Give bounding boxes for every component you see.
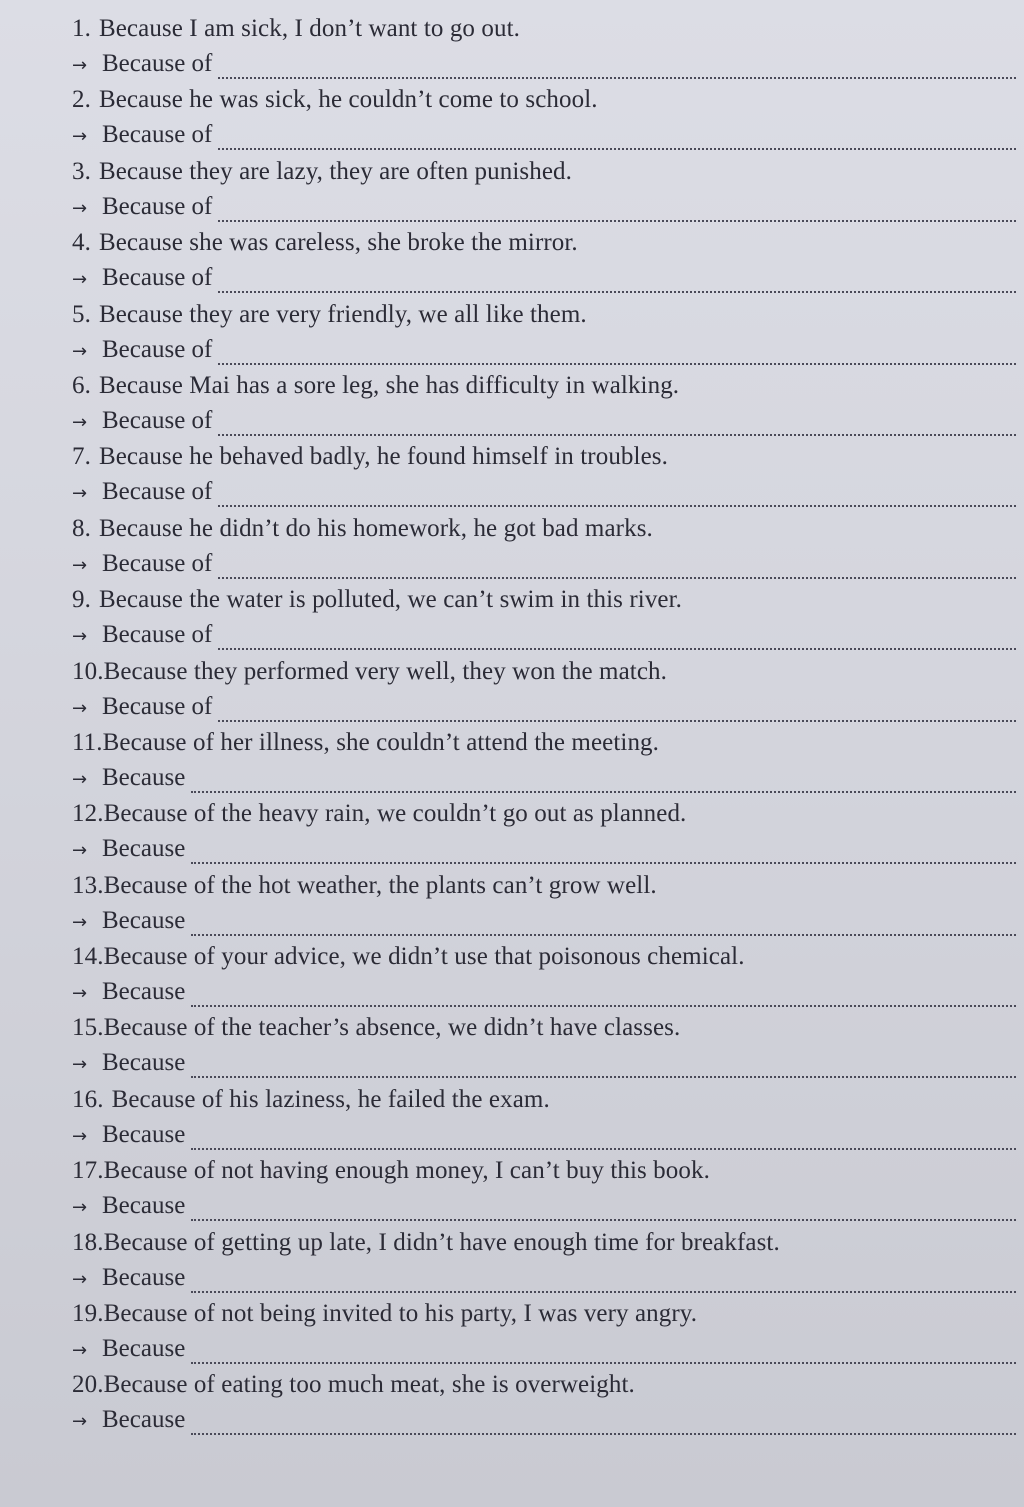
question-number: 13. — [72, 871, 104, 899]
answer-line — [72, 47, 1016, 81]
question-number: 2. — [72, 86, 91, 114]
answer-blank[interactable] — [218, 487, 1016, 507]
answer-prefix: Because of — [102, 621, 213, 649]
answer-prefix: Because — [102, 906, 186, 934]
arrow-icon: → — [72, 1268, 88, 1290]
answer-line — [72, 975, 1016, 1009]
answer-prefix: Because — [102, 1263, 186, 1291]
question-sentence — [72, 726, 994, 760]
arrow-icon: → — [72, 197, 88, 219]
arrow-icon: → — [72, 1411, 88, 1433]
answer-blank[interactable] — [218, 559, 1016, 579]
exercise-item-19 — [0, 1295, 1024, 1366]
exercise-item-1 — [0, 10, 1024, 81]
answer-line — [72, 333, 1016, 367]
question-text: Because they are very friendly, we all like them. — [98, 300, 587, 328]
answer-line — [72, 1261, 1016, 1295]
question-sentence — [72, 155, 994, 189]
question-number: 8. — [72, 514, 91, 542]
question-number: 7. — [72, 443, 91, 471]
question-text: Because she was careless, she broke the mirror. — [98, 229, 578, 257]
answer-line — [72, 904, 1016, 938]
question-sentence — [72, 1011, 994, 1045]
answer-line — [72, 618, 1016, 652]
answer-prefix: Because — [102, 763, 186, 791]
question-number: 3. — [72, 157, 91, 185]
answer-blank[interactable] — [191, 773, 1016, 793]
question-number: 4. — [72, 229, 91, 257]
question-sentence — [72, 1226, 994, 1260]
question-text: Because I am sick, I don’t want to go out. — [98, 15, 520, 42]
arrow-icon: → — [72, 1197, 88, 1219]
question-text: Because he was sick, he couldn’t come to school. — [98, 86, 598, 114]
question-text: Because they performed very well, they won the match. — [103, 657, 667, 685]
question-text: Because of the teacher’s absence, we didn’t have classes. — [103, 1014, 681, 1042]
question-text: Because of not having enough money, I can’t buy this book. — [103, 1157, 710, 1185]
answer-prefix: Because — [102, 1192, 186, 1220]
arrow-icon: → — [72, 1125, 88, 1147]
answer-blank[interactable] — [218, 59, 1016, 79]
arrow-icon: → — [72, 697, 88, 719]
question-number: 11. — [72, 728, 103, 756]
question-number: 10. — [72, 657, 104, 685]
question-number: 19. — [72, 1300, 104, 1328]
question-text: Because of your advice, we didn’t use that poisonous chemical. — [103, 943, 745, 971]
arrow-icon: → — [72, 483, 88, 505]
question-sentence — [72, 940, 994, 974]
exercise-item-15 — [0, 1009, 1024, 1080]
answer-blank[interactable] — [218, 345, 1016, 365]
question-sentence — [72, 12, 994, 46]
question-text: Because they are lazy, they are often punished. — [98, 157, 572, 185]
arrow-icon: → — [72, 554, 88, 576]
exercise-item-3 — [0, 153, 1024, 224]
answer-prefix: Because of — [102, 692, 213, 720]
answer-blank[interactable] — [218, 416, 1016, 436]
question-text: Because of his laziness, he failed the exam. — [111, 1085, 550, 1113]
question-number: 16. — [72, 1085, 104, 1113]
answer-prefix: Because of — [102, 121, 213, 149]
question-sentence — [72, 1368, 994, 1402]
arrow-icon: → — [72, 411, 88, 433]
exercise-item-4 — [0, 224, 1024, 295]
exercise-item-16 — [0, 1081, 1024, 1152]
question-number: 18. — [72, 1228, 104, 1256]
answer-line — [72, 547, 1016, 581]
question-sentence — [72, 655, 994, 689]
answer-prefix: Because of — [102, 264, 213, 292]
answer-blank[interactable] — [218, 630, 1016, 650]
answer-prefix: Because of — [102, 50, 213, 77]
answer-prefix: Because of — [102, 335, 213, 363]
question-text: Because of the heavy rain, we couldn’t go out as planned. — [103, 800, 687, 828]
arrow-icon: → — [72, 340, 88, 362]
arrow-icon: → — [72, 1340, 88, 1362]
answer-prefix: Because of — [102, 192, 213, 220]
answer-blank[interactable] — [191, 1273, 1016, 1293]
arrow-icon: → — [72, 768, 88, 790]
question-text: Because he didn’t do his homework, he got bad marks. — [98, 514, 653, 542]
question-text: Because of the hot weather, the plants can’t grow well. — [103, 871, 657, 899]
arrow-icon: → — [72, 626, 88, 648]
exercise-item-5 — [0, 296, 1024, 367]
question-sentence — [72, 369, 994, 403]
arrow-icon: → — [72, 269, 88, 291]
answer-prefix: Because of — [102, 549, 213, 577]
answer-line — [72, 118, 1016, 152]
question-number: 1. — [72, 15, 91, 42]
answer-line — [72, 1046, 1016, 1080]
question-number: 6. — [72, 371, 91, 399]
arrow-icon: → — [72, 126, 88, 148]
exercise-item-20 — [0, 1366, 1024, 1437]
question-sentence — [72, 1297, 994, 1331]
answer-line — [72, 404, 1016, 438]
exercise-item-9 — [0, 581, 1024, 652]
answer-line — [72, 261, 1016, 295]
exercise-item-10 — [0, 653, 1024, 724]
exercise-item-8 — [0, 510, 1024, 581]
answer-blank[interactable] — [218, 273, 1016, 293]
exercise-item-7 — [0, 438, 1024, 509]
exercise-item-18 — [0, 1224, 1024, 1295]
question-number: 9. — [72, 586, 91, 614]
arrow-icon: → — [72, 1054, 88, 1076]
answer-prefix: Because — [102, 1120, 186, 1148]
question-text: Because the water is polluted, we can’t swim in this river. — [98, 586, 683, 614]
exercise-item-6 — [0, 367, 1024, 438]
answer-prefix: Because — [102, 835, 186, 863]
question-text: Because he behaved badly, he found himself in troubles. — [98, 443, 668, 471]
arrow-icon: → — [72, 911, 88, 933]
answer-prefix: Because of — [102, 478, 213, 506]
answer-blank[interactable] — [191, 987, 1016, 1007]
question-number: 20. — [72, 1371, 104, 1399]
exercise-item-17 — [0, 1152, 1024, 1223]
answer-prefix: Because of — [102, 406, 213, 434]
answer-line — [72, 1403, 1016, 1437]
answer-prefix: Because — [102, 1335, 186, 1363]
question-sentence — [72, 440, 994, 474]
answer-blank[interactable] — [191, 1344, 1016, 1364]
question-text: Because of her illness, she couldn’t attend the meeting. — [102, 728, 659, 756]
answer-prefix: Because — [102, 1406, 186, 1434]
question-number: 12. — [72, 800, 104, 828]
question-sentence — [72, 226, 994, 260]
answer-line — [72, 832, 1016, 866]
exercise-item-11 — [0, 724, 1024, 795]
question-sentence — [72, 512, 994, 546]
question-text: Because Mai has a sore leg, she has difficulty in walking. — [98, 371, 680, 399]
answer-blank[interactable] — [191, 1201, 1016, 1221]
answer-blank[interactable] — [218, 130, 1016, 150]
answer-blank[interactable] — [191, 916, 1016, 936]
answer-prefix: Because — [102, 978, 186, 1006]
arrow-icon: → — [72, 55, 88, 76]
answer-blank[interactable] — [218, 702, 1016, 722]
answer-blank[interactable] — [191, 1058, 1016, 1078]
question-text: Because of not being invited to his party, I was very angry. — [103, 1300, 698, 1328]
exercise-item-2 — [0, 81, 1024, 152]
answer-blank[interactable] — [191, 844, 1016, 864]
arrow-icon: → — [72, 983, 88, 1005]
question-sentence — [72, 869, 994, 903]
question-text: Because of getting up late, I didn’t have enough time for breakfast. — [103, 1228, 780, 1256]
answer-blank[interactable] — [191, 1415, 1016, 1435]
answer-line — [72, 1332, 1016, 1366]
question-number: 15. — [72, 1014, 104, 1042]
question-number: 5. — [72, 300, 91, 328]
question-number: 14. — [72, 943, 104, 971]
answer-blank[interactable] — [218, 202, 1016, 222]
question-sentence — [72, 1083, 994, 1117]
exercise-item-12 — [0, 795, 1024, 866]
question-text: Because of eating too much meat, she is overweight. — [103, 1371, 635, 1399]
exercise-item-14 — [0, 938, 1024, 1009]
question-sentence — [72, 83, 994, 117]
arrow-icon: → — [72, 840, 88, 862]
answer-line — [72, 190, 1016, 224]
answer-line — [72, 1189, 1016, 1223]
question-sentence — [72, 583, 994, 617]
answer-prefix: Because — [102, 1049, 186, 1077]
question-sentence — [72, 1154, 994, 1188]
question-sentence — [72, 797, 994, 831]
answer-line — [72, 761, 1016, 795]
answer-line — [72, 690, 1016, 724]
answer-line — [72, 1118, 1016, 1152]
exercise-item-13 — [0, 867, 1024, 938]
answer-blank[interactable] — [191, 1130, 1016, 1150]
answer-line — [72, 475, 1016, 509]
question-number: 17. — [72, 1157, 104, 1185]
question-sentence — [72, 298, 994, 332]
